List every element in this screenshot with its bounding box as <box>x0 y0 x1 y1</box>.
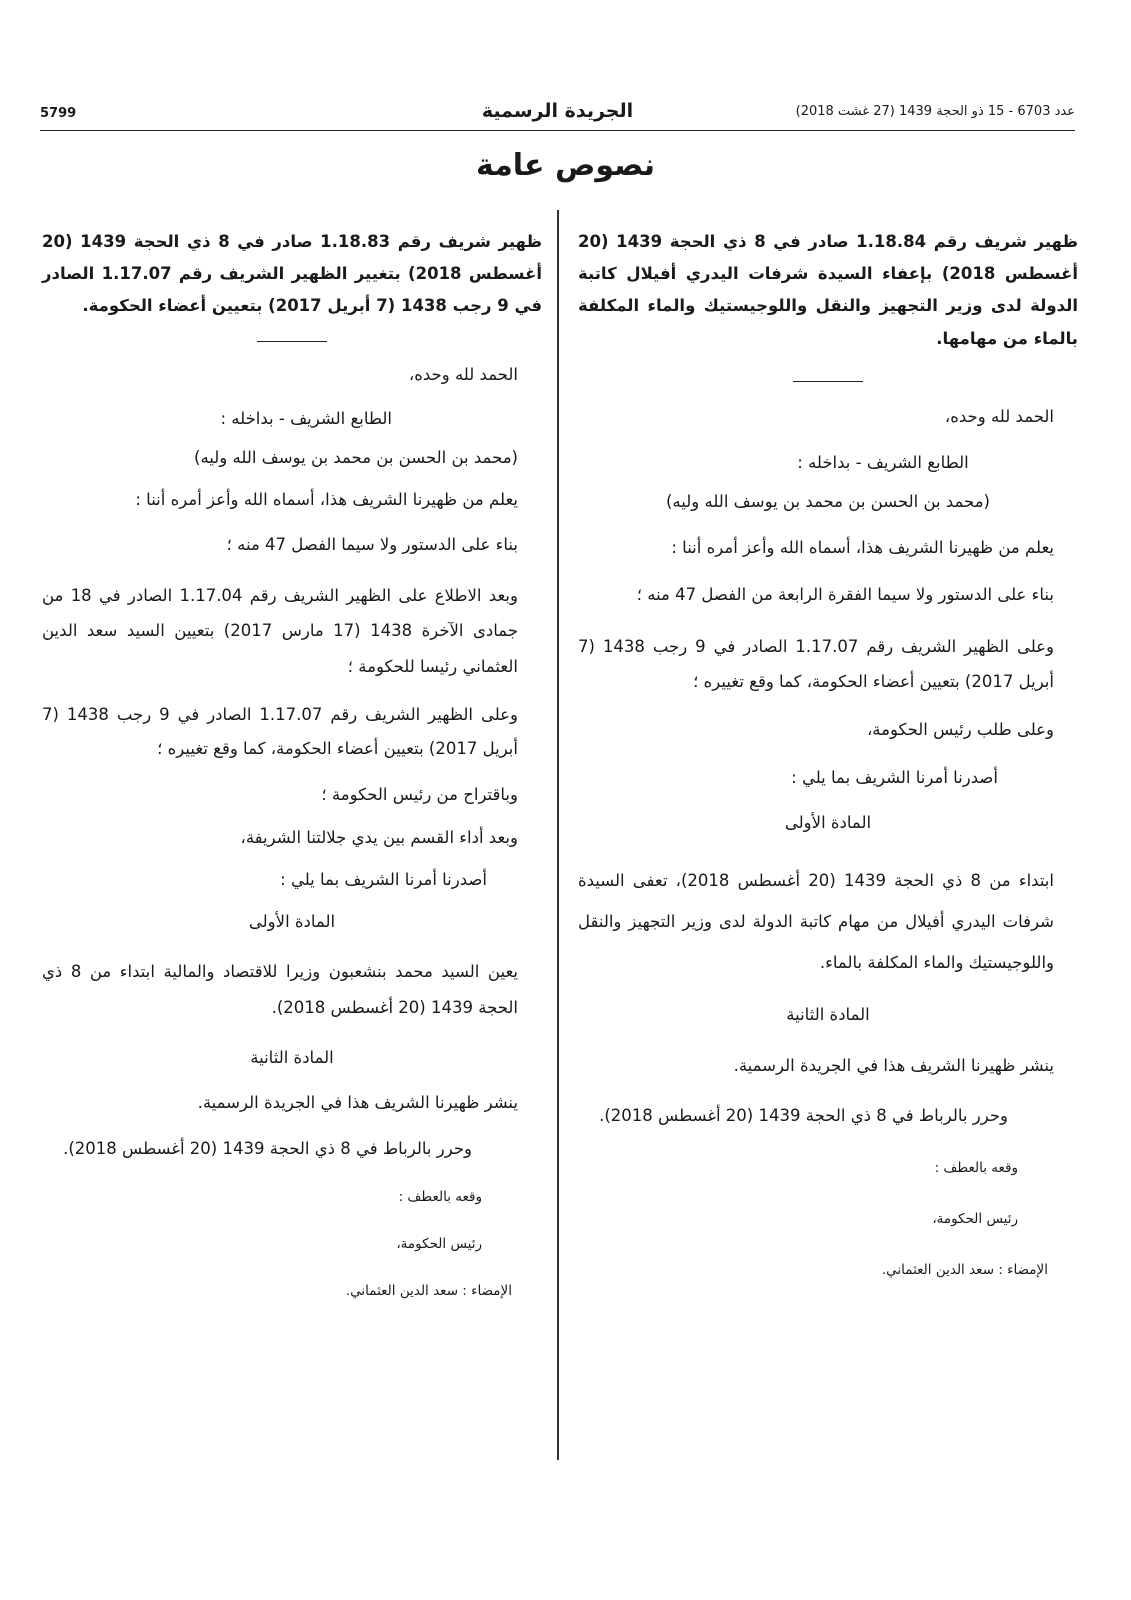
basis-paragraph: وبعد أداء القسم بين يدي جلالتنا الشريفة، <box>240 828 518 848</box>
article-text: ينشر ظهيرنا الشريف هذا في الجريدة الرسمية. <box>197 1093 518 1113</box>
journal-title: الجريدة الرسمية <box>481 100 634 122</box>
basis-paragraph: بناء على الدستور ولا سيما الفصل 47 منه ؛ <box>226 535 518 555</box>
title-rule <box>257 341 327 343</box>
basis-paragraph: وعلى الظهير الشريف رقم 1.17.07 الصادر في 9 رجب 1438 (7 أبريل 2017) بتعيين أعضاء الحكومة، كما وقع تغييره ؛ <box>42 705 518 759</box>
issue-info: عدد 6703 - 15 ذو الحجة 1439 (27 غشت 2018) <box>795 104 1075 119</box>
page-number: 5799 <box>40 106 77 121</box>
basis-paragraph: وبعد الاطلاع على الظهير الشريف رقم 1.17.04 الصادر في 18 من جمادى الآخرة 1438 (17 مارس 2017) بتعيين السيد سعد الدين العثماني رئيسا للحكومة ؛ <box>42 585 519 676</box>
column-divider <box>557 210 559 1460</box>
dahir-right-column <box>578 226 1078 1281</box>
countersign-label: وقعه بالعطف : <box>398 1189 482 1206</box>
dahir-title: ظهير شريف رقم 1.18.84 صادر في 8 ذي الحجة 1439 (20 أغسطس 2018) بإعفاء السيدة شرفات اليدري أفيلال كاتبة الدولة لدى وزير التجهيز والنقل واللوجيستيك والماء المكلفة بالماء من مهامها. <box>578 232 1078 348</box>
basis-paragraph: وعلى الظهير الشريف رقم 1.17.07 الصادر في 9 رجب 1438 (7 أبريل 2017) بتعيين أعضاء الحكومة، كما وقع تغييره ؛ <box>578 637 1054 691</box>
seal-content: (محمد بن الحسن بن محمد بن يوسف الله وليه) <box>194 448 518 468</box>
done-at-line: وحرر بالرباط في 8 ذي الحجة 1439 (20 أغسطس 2018). <box>63 1138 472 1158</box>
decree-intro: أصدرنا أمرنا الشريف بما يلي : <box>791 767 998 787</box>
title-rule <box>793 381 863 383</box>
seal-label: الطابع الشريف - بداخله : <box>797 452 969 472</box>
praise-line: الحمد لله وحده، <box>408 365 518 385</box>
seal-content: (محمد بن الحسن بن محمد بن يوسف الله وليه) <box>666 492 990 512</box>
head-of-government: رئيس الحكومة، <box>932 1211 1018 1228</box>
intro-line: يعلم من ظهيرنا الشريف هذا، أسماه الله وأعز أمره أننا : <box>135 489 518 509</box>
section-title: نصوص عامة <box>476 148 655 183</box>
seal-label: الطابع الشريف - بداخله : <box>220 408 392 428</box>
dahir-left-column <box>42 226 542 1302</box>
article-text: ينشر ظهيرنا الشريف هذا في الجريدة الرسمية. <box>733 1056 1054 1076</box>
article-title: المادة الأولى <box>784 813 872 833</box>
basis-paragraph: بناء على الدستور ولا سيما الفقرة الرابعة من الفصل 47 منه ؛ <box>636 585 1054 605</box>
praise-line: الحمد لله وحده، <box>944 407 1054 427</box>
article-title: المادة الثانية <box>250 1047 334 1067</box>
article-text: ابتداء من 8 ذي الحجة 1439 (20 أغسطس 2018)، تعفى السيدة شرفات اليدري أفيلال من مهام كاتبة الدولة لدى وزير التجهيز والنقل واللوجيستيك والماء المكلفة بالماء. <box>578 870 1054 973</box>
intro-line: يعلم من ظهيرنا الشريف هذا، أسماه الله وأعز أمره أننا : <box>671 537 1054 557</box>
article-text: يعين السيد محمد بنشعبون وزيرا للاقتصاد والمالية ابتداء من 8 ذي الحجة 1439 (20 أغسطس 2018). <box>42 962 518 1018</box>
signature-line: الإمضاء : سعد الدين العثماني. <box>345 1283 512 1300</box>
countersign-label: وقعه بالعطف : <box>934 1160 1018 1177</box>
done-at-line: وحرر بالرباط في 8 ذي الحجة 1439 (20 أغسطس 2018). <box>599 1105 1008 1125</box>
article-title: المادة الثانية <box>786 1004 870 1024</box>
decree-intro: أصدرنا أمرنا الشريف بما يلي : <box>280 869 487 889</box>
article-title: المادة الأولى <box>248 911 336 931</box>
head-of-government: رئيس الحكومة، <box>396 1236 482 1253</box>
page-header <box>40 100 1075 131</box>
basis-paragraph: وباقتراح من رئيس الحكومة ؛ <box>321 784 518 804</box>
signature-line: الإمضاء : سعد الدين العثماني. <box>881 1262 1048 1279</box>
dahir-title: ظهير شريف رقم 1.18.83 صادر في 8 ذي الحجة 1439 (20 أغسطس 2018) بتغيير الظهير الشريف رقم 1.17.07 الصادر في 9 رجب 1438 (7 أبريل 2017) بتعيين أعضاء الحكومة. <box>42 232 542 316</box>
basis-paragraph: وعلى طلب رئيس الحكومة، <box>866 720 1054 740</box>
